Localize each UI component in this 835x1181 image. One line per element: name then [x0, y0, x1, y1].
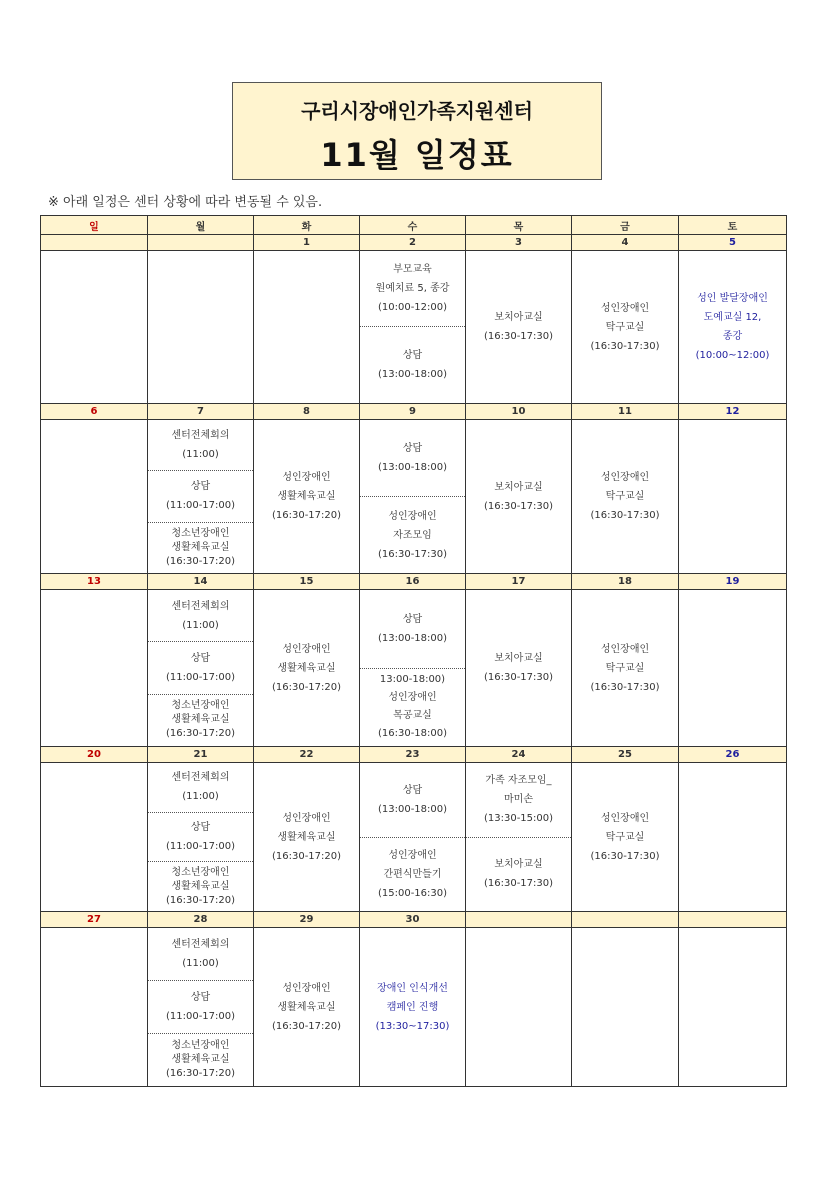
event-line: 13:00-18:00): [379, 674, 446, 686]
event-line: (16:30-17:30): [590, 340, 660, 352]
date-cell: 19: [679, 574, 787, 590]
event-block: [148, 928, 253, 980]
event-block: [148, 522, 253, 573]
event-block: [360, 763, 465, 837]
event-block: [148, 861, 253, 911]
weekday-tue: 화: [254, 216, 360, 235]
event-line: (11:00): [182, 791, 219, 803]
date-cell: 15: [254, 574, 360, 590]
event-line: 성인장애인: [282, 982, 331, 994]
event-line: (16:30-18:00): [377, 728, 448, 740]
event-line: 상담: [190, 992, 211, 1003]
event-line: (13:00-18:00): [377, 462, 448, 473]
event-cell: [679, 590, 787, 747]
event-row: [41, 420, 787, 574]
event-line: (16:30-17:20): [165, 894, 236, 906]
event-line: 캠페인 진행: [386, 1001, 439, 1013]
date-cell: 14: [148, 574, 254, 590]
date-cell: 24: [466, 747, 572, 763]
event-line: (16:30-17:30): [483, 878, 554, 890]
event-line: (11:00): [182, 958, 219, 969]
event-cell: [41, 420, 148, 574]
event-cell: [254, 928, 360, 1087]
event-cell: [466, 928, 572, 1087]
event-cell: [360, 763, 466, 912]
event-line: (16:30-17:20): [271, 510, 342, 521]
event-line: (16:30-17:20): [165, 555, 236, 567]
event-line: 상담: [190, 652, 211, 664]
date-cell: 1: [254, 235, 360, 251]
event-line: 상담: [190, 481, 211, 493]
event-line: 청소년장애인: [171, 527, 230, 539]
event-block: [148, 763, 253, 812]
event-line: 성인장애인: [600, 472, 650, 483]
date-cell: 9: [360, 404, 466, 420]
event-line: (11:00-17:00): [165, 671, 236, 683]
event-line: 생활체육교실: [277, 831, 336, 843]
date-cell: 13: [41, 574, 148, 590]
date-cell: 10: [466, 404, 572, 420]
event-cell: [572, 763, 679, 912]
event-cell: [360, 928, 466, 1087]
event-block: [360, 326, 465, 403]
event-line: 보치아교실: [494, 859, 543, 871]
event-line: 생활체육교실: [277, 1001, 336, 1013]
event-line: (11:00): [182, 449, 219, 461]
event-line: 탁구교실: [605, 662, 645, 674]
event-line: 청소년장애인: [171, 700, 230, 712]
event-line: (16:30-17:20): [165, 1068, 236, 1079]
event-line: (16:30-17:20): [271, 681, 342, 693]
weekday-thu: 목: [466, 216, 572, 235]
event-line: (13:00-18:00): [377, 369, 448, 380]
event-cell: [360, 420, 466, 574]
event-cell: [572, 590, 679, 747]
event-line: 가족 자조모임_: [485, 775, 552, 787]
date-cell: 30: [360, 912, 466, 928]
event-cell: [148, 763, 254, 912]
event-line: 센터전체회의: [171, 772, 230, 784]
event-block: [148, 980, 253, 1033]
event-line: 성인장애인: [600, 302, 650, 314]
event-cell: [254, 763, 360, 912]
event-line: 마미손: [504, 794, 533, 806]
event-line: 성인장애인: [282, 812, 331, 824]
event-block: [148, 812, 253, 862]
event-line: 상담: [402, 613, 423, 625]
event-line: 탁구교실: [605, 831, 645, 843]
weekday-wed: 수: [360, 216, 466, 235]
event-line: 성인장애인: [600, 812, 650, 824]
event-line: 생활체육교실: [277, 662, 336, 674]
event-cell: [254, 420, 360, 574]
event-line: (16:30-17:20): [165, 728, 236, 740]
event-line: (16:30-17:20): [271, 850, 342, 862]
event-cell: [148, 420, 254, 574]
date-cell: [679, 912, 787, 928]
event-cell: [41, 763, 148, 912]
event-line: 보치아교실: [494, 312, 543, 323]
date-cell: 8: [254, 404, 360, 420]
event-cell: [679, 251, 787, 404]
event-line: 센터전체회의: [171, 939, 230, 950]
event-line: (11:00-17:00): [165, 500, 236, 512]
event-line: 생활체육교실: [171, 880, 230, 892]
event-line: 청소년장애인: [171, 1040, 230, 1051]
event-cell: [679, 420, 787, 574]
event-block: [360, 251, 465, 326]
event-line: 장애인 인식개선: [377, 982, 448, 994]
page-title: 11월 일정표: [320, 136, 514, 174]
event-cell: [466, 590, 572, 747]
event-block: [148, 590, 253, 641]
notice-text: ※ 아래 일정은 센터 상황에 따라 변동될 수 있음.: [48, 195, 323, 210]
date-cell: 5: [679, 235, 787, 251]
event-line: 성인 발달장애인: [697, 293, 768, 304]
event-line: 자조모임: [393, 529, 432, 541]
date-cell: 2: [360, 235, 466, 251]
event-cell: [254, 590, 360, 747]
event-cell: [466, 420, 572, 574]
event-line: (16:30-17:30): [590, 850, 660, 862]
event-line: 생활체육교실: [171, 541, 230, 553]
event-row: [41, 251, 787, 404]
event-cell: [572, 420, 679, 574]
event-cell: [148, 928, 254, 1087]
event-line: 보치아교실: [494, 481, 543, 493]
event-line: (16:30-17:30): [590, 681, 660, 693]
event-row: [41, 928, 787, 1087]
date-row: [41, 404, 787, 420]
event-line: 생활체육교실: [171, 714, 230, 726]
event-cell: [572, 251, 679, 404]
event-line: 청소년장애인: [171, 866, 230, 878]
event-line: 목공교실: [393, 710, 432, 722]
event-line: (11:00-17:00): [165, 841, 236, 852]
event-block: [360, 496, 465, 573]
date-cell: 27: [41, 912, 148, 928]
date-row: [41, 747, 787, 763]
date-cell: [41, 235, 148, 251]
event-block: [466, 763, 571, 837]
event-block: [148, 694, 253, 746]
event-line: 종강: [722, 331, 743, 342]
date-cell: 12: [679, 404, 787, 420]
event-line: (16:30-17:30): [377, 548, 448, 560]
weekday-sun: 일: [41, 216, 148, 235]
date-cell: 4: [572, 235, 679, 251]
event-line: (16:30-17:30): [483, 672, 554, 683]
event-line: (16:30-17:20): [271, 1020, 342, 1032]
date-cell: 22: [254, 747, 360, 763]
event-line: 간편식만들기: [383, 868, 442, 880]
date-cell: 6: [41, 404, 148, 420]
event-cell: [360, 251, 466, 404]
event-line: (15:00-16:30): [377, 887, 448, 899]
event-block: [466, 837, 571, 912]
date-cell: 20: [41, 747, 148, 763]
center-name: 구리시장애인가족지원센터: [301, 99, 533, 123]
event-line: (11:00): [182, 619, 219, 631]
title-box: [232, 82, 602, 180]
event-line: (13:00-18:00): [377, 803, 448, 815]
event-block: [360, 590, 465, 668]
event-cell: [41, 590, 148, 747]
date-cell: 28: [148, 912, 254, 928]
date-cell: 3: [466, 235, 572, 251]
weekday-fri: 금: [572, 216, 679, 235]
date-row: [41, 235, 787, 251]
event-line: 탁구교실: [605, 321, 645, 333]
event-line: 생활체육교실: [277, 491, 336, 502]
event-line: (16:30-17:30): [483, 500, 554, 512]
event-cell: [254, 251, 360, 404]
event-line: 성인장애인: [388, 510, 437, 522]
event-block: [148, 420, 253, 470]
event-line: 부모교육: [393, 264, 432, 275]
event-line: 성인장애인: [600, 643, 650, 655]
event-cell: [360, 590, 466, 747]
event-line: 보치아교실: [494, 653, 543, 664]
event-line: 원예치료 5, 종강: [375, 283, 450, 294]
date-row: [41, 912, 787, 928]
date-cell: 25: [572, 747, 679, 763]
event-line: 생활체육교실: [171, 1054, 230, 1065]
event-line: (13:30~17:30): [375, 1020, 450, 1032]
date-row: [41, 574, 787, 590]
event-line: 센터전체회의: [171, 600, 230, 612]
event-cell: [41, 251, 148, 404]
event-line: 성인장애인: [282, 472, 331, 483]
event-line: 상담: [190, 822, 211, 833]
date-cell: 26: [679, 747, 787, 763]
date-cell: 18: [572, 574, 679, 590]
date-cell: 17: [466, 574, 572, 590]
date-cell: 23: [360, 747, 466, 763]
event-cell: [679, 928, 787, 1087]
event-cell: [572, 928, 679, 1087]
date-cell: 16: [360, 574, 466, 590]
event-line: 성인장애인: [388, 692, 437, 704]
event-line: (16:30-17:30): [590, 510, 660, 521]
event-line: (10:00-12:00): [377, 302, 448, 313]
event-block: [148, 1033, 253, 1086]
date-cell: [148, 235, 254, 251]
event-row: [41, 590, 787, 747]
date-cell: 21: [148, 747, 254, 763]
event-line: (10:00~12:00): [695, 350, 770, 361]
event-line: 상담: [402, 784, 423, 796]
event-block: [360, 837, 465, 912]
event-line: (16:30-17:30): [483, 331, 554, 342]
event-line: (13:00-18:00): [377, 632, 448, 644]
event-cell: [148, 590, 254, 747]
date-cell: 7: [148, 404, 254, 420]
event-cell: [679, 763, 787, 912]
date-cell: [466, 912, 572, 928]
event-line: 상담: [402, 443, 423, 454]
event-block: [360, 420, 465, 496]
event-line: 성인장애인: [388, 849, 437, 861]
event-line: 도예교실 12,: [703, 312, 762, 323]
event-line: 성인장애인: [282, 643, 331, 655]
event-cell: [466, 763, 572, 912]
event-cell: [148, 251, 254, 404]
event-line: (13:30-15:00): [483, 813, 554, 825]
date-cell: 11: [572, 404, 679, 420]
event-line: 센터전체회의: [171, 430, 230, 442]
event-line: 탁구교실: [605, 491, 645, 502]
weekday-mon: 월: [148, 216, 254, 235]
event-line: (11:00-17:00): [165, 1011, 236, 1022]
event-line: 상담: [402, 350, 423, 361]
event-block: [148, 641, 253, 693]
event-block: [148, 470, 253, 521]
weekday-header: [41, 216, 787, 235]
date-cell: 29: [254, 912, 360, 928]
event-cell: [41, 928, 148, 1087]
weekday-sat: 토: [679, 216, 787, 235]
date-cell: [572, 912, 679, 928]
event-row: [41, 763, 787, 912]
event-cell: [466, 251, 572, 404]
event-block: [360, 668, 465, 747]
calendar-table: [40, 215, 787, 1087]
